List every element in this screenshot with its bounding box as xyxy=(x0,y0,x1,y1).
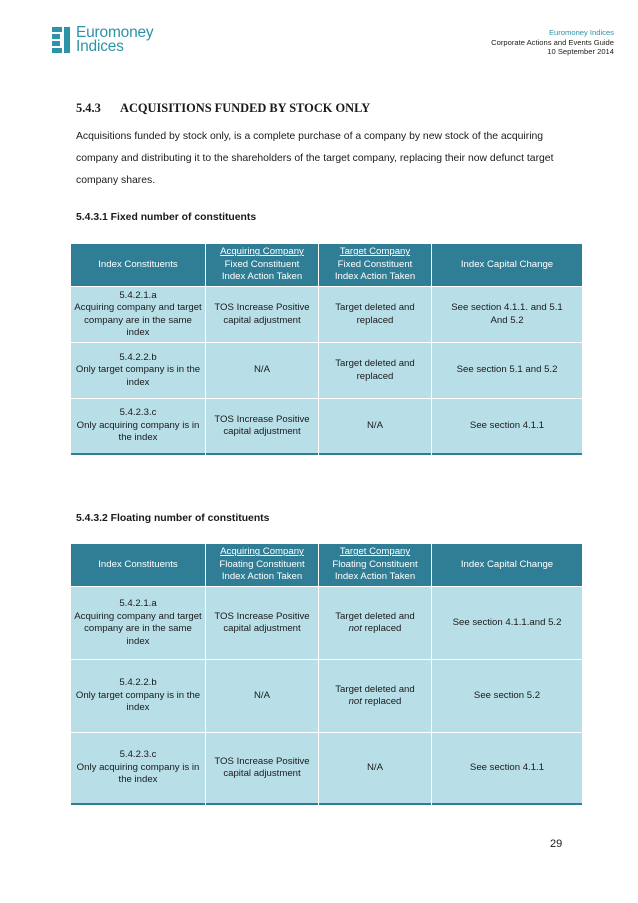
cell-capital-change: See section 5.2 xyxy=(432,660,582,732)
section-number: 5.4.3 xyxy=(76,101,101,115)
header-index-capital-change: Index Capital Change xyxy=(432,244,582,286)
header-doc-title: Corporate Actions and Events Guide xyxy=(491,37,614,47)
header-acquiring-company: Acquiring Company Floating Constituent Index Action Taken xyxy=(206,544,318,586)
cell-acquiring-action: TOS Increase Positive capital adjustment xyxy=(206,399,318,455)
table-row xyxy=(71,287,582,342)
floating-constituents-table xyxy=(70,543,583,806)
section-title: ACQUISITIONS FUNDED BY STOCK ONLY xyxy=(120,101,371,115)
cell-target-action: Target deleted and not replaced xyxy=(319,660,431,732)
table-row xyxy=(71,587,582,659)
cell-index-constituents: 5.4.2.1.a Acquiring company and target company are in the same index xyxy=(71,587,205,659)
cell-index-constituents: 5.4.2.2.b Only target company is in the index xyxy=(71,343,205,398)
table-row xyxy=(71,343,582,398)
table-row xyxy=(71,660,582,732)
header-index-constituents: Index Constituents xyxy=(71,244,205,286)
section-paragraph: Acquisitions funded by stock only, is a complete purchase of a company by new stock of the acquiring company and distributing it to the shareholders of the target company, replacing their now defunct target company shares. xyxy=(76,131,554,186)
cell-index-constituents: 5.4.2.2.b Only target company is in the index xyxy=(71,660,205,732)
cell-target-action: Target deleted and not replaced xyxy=(319,587,431,659)
cell-index-constituents: 5.4.2.3.c Only acquiring company is in the index xyxy=(71,733,205,805)
header-acquiring-company: Acquiring Company Fixed Constituent Index Action Taken xyxy=(206,244,318,286)
header-index-constituents: Index Constituents xyxy=(71,544,205,586)
document-header xyxy=(491,28,614,57)
table-row xyxy=(71,399,582,455)
section-heading xyxy=(76,101,370,116)
fixed-constituents-table xyxy=(70,243,583,456)
floating-constituents-heading: 5.4.3.2 Floating number of constituents xyxy=(76,513,270,524)
table-header-row xyxy=(71,244,582,286)
cell-target-action: N/A xyxy=(319,733,431,805)
cell-index-constituents: 5.4.2.3.c Only acquiring company is in the index xyxy=(71,399,205,455)
cell-acquiring-action: TOS Increase Positive capital adjustment xyxy=(206,733,318,805)
header-date: 10 September 2014 xyxy=(547,47,614,56)
cell-acquiring-action: N/A xyxy=(206,660,318,732)
table-header-row xyxy=(71,544,582,586)
logo-text-line1: Euromoney xyxy=(76,24,154,41)
cell-target-action: Target deleted and replaced xyxy=(319,287,431,342)
cell-capital-change: See section 4.1.1 xyxy=(432,733,582,805)
cell-target-action: Target deleted and replaced xyxy=(319,343,431,398)
cell-target-action: N/A xyxy=(319,399,431,455)
header-brand: Euromoney Indices xyxy=(548,28,614,37)
logo-text-line2: Indices xyxy=(76,38,124,55)
cell-acquiring-action: TOS Increase Positive capital adjustment xyxy=(206,587,318,659)
euromoney-logo xyxy=(52,26,153,54)
cell-capital-change: See section 5.1 and 5.2 xyxy=(432,343,582,398)
euromoney-logo-icon xyxy=(52,27,70,53)
cell-index-constituents: 5.4.2.1.a Acquiring company and target company are in the same index xyxy=(71,287,205,342)
cell-capital-change: See section 4.1.1. and 5.1 And 5.2 xyxy=(432,287,582,342)
cell-acquiring-action: TOS Increase Positive capital adjustment xyxy=(206,287,318,342)
table-row xyxy=(71,733,582,805)
cell-capital-change: See section 4.1.1 xyxy=(432,399,582,455)
cell-capital-change: See section 4.1.1.and 5.2 xyxy=(432,587,582,659)
header-index-capital-change: Index Capital Change xyxy=(432,544,582,586)
header-target-company: Target Company Floating Constituent Index Action Taken xyxy=(319,544,431,586)
header-target-company: Target Company Fixed Constituent Index Action Taken xyxy=(319,244,431,286)
fixed-constituents-heading: 5.4.3.1 Fixed number of constituents xyxy=(76,212,257,223)
cell-acquiring-action: N/A xyxy=(206,343,318,398)
page-number: 29 xyxy=(550,838,563,850)
